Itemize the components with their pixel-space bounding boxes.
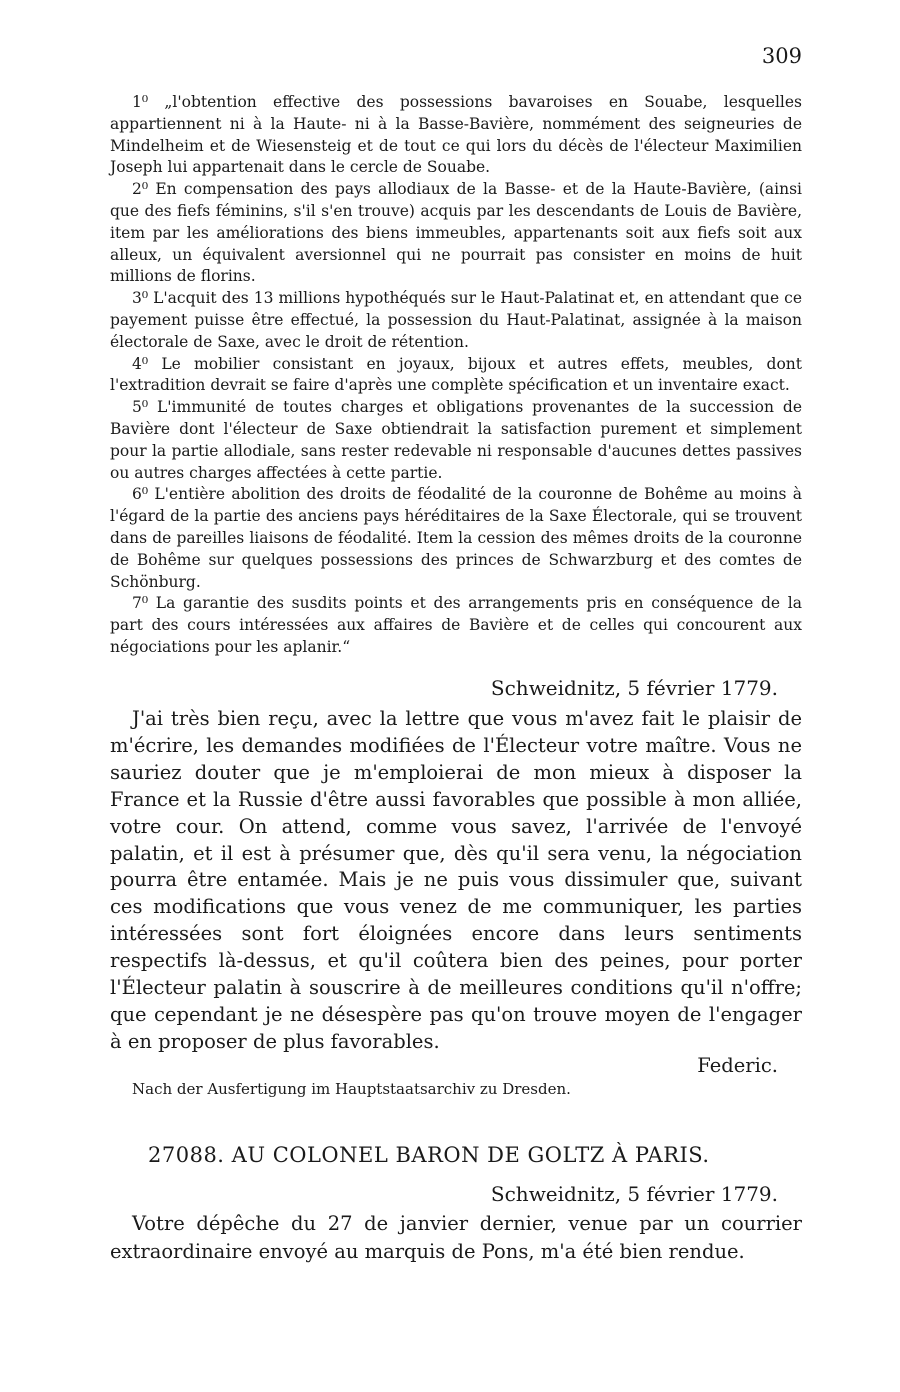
demand-point: 6⁰ L'entière abolition des droits de féodalité de la couronne de Bohême au moins à l'égard de la partie des anciens pays héréditaires de la Saxe Électorale, qui se trouvent dans de pareilles liaisons de féodalité. Item la cession des mêmes droits de la couronne de Bohême sur quelques possessions des princes de Schwarzburg et des comtes de Schönburg. — [110, 485, 802, 591]
page-number: 309 — [761, 44, 802, 68]
letter-dateline: Schweidnitz, 5 février 1779. — [490, 1182, 778, 1206]
demands-list — [110, 92, 802, 659]
source-note: Nach der Ausfertigung im Hauptstaatsarchiv zu Dresden. — [132, 1080, 571, 1098]
letter-body: Votre dépêche du 27 de janvier dernier, venue par un courrier extraordinaire envoyé au marquis de Pons, m'a été bien rendue. — [110, 1212, 802, 1263]
demand-point: 3⁰ L'acquit des 13 millions hypothéqués sur le Haut-Palatinat et, en attendant que ce payement puisse être effectué, la possession du Haut-Palatinat, assignée à la maison électorale de Saxe, avec le droit de rétention. — [110, 289, 802, 351]
demand-point: 5⁰ L'immunité de toutes charges et obligations provenantes de la succession de Bavière dont l'électeur de Saxe obtiendrait la satisfaction purement et simplement pour la partie allodiale, sans rester redevable ni responsable d'aucunes dettes passives ou autres charges affectées à cette partie. — [110, 398, 802, 482]
letter-dateline: Schweidnitz, 5 février 1779. — [490, 676, 778, 700]
demand-point: 1⁰ „l'obtention effective des possessions bavaroises en Souabe, lesquelles appartiennent ni à la Haute- ni à la Basse-Bavière, nommément des seigneuries de Mindelheim et de Wiesensteig et de tout ce qui lors du décès de l'électeur Maximilien Joseph lui appartenait dans le cercle de Souabe. — [110, 93, 802, 177]
letter-heading: 27088. AU COLONEL BARON DE GOLTZ À PARIS. — [148, 1143, 710, 1167]
signature: Federic. — [697, 1054, 778, 1077]
letter-body: J'ai très bien reçu, avec la lettre que vous m'avez fait le plaisir de m'écrire, les demandes modifiées de l'Électeur votre maître. Vous ne sauriez douter que je m'emploierai de mon mieux à disposer la France et la Russie d'être aussi favorables que possible à mon alliée, votre cour. On attend, comme vous savez, l'arrivée de l'envoyé palatin, et il est à présumer que, dès qu'il sera venu, la négociation pourra être entamée. Mais je ne puis vous dissimuler que, suivant ces modifications que vous venez de me communiquer, les parties intéressées sont fort éloignées encore dans leurs sentiments respectifs là-dessus, et qu'il coûtera bien des peines, pour porter l'Électeur palatin à souscrire à de meilleures conditions qu'il n'offre; que cependant je ne désespère pas qu'on trouve moyen de l'engager à en proposer de plus favorables. — [110, 707, 802, 1053]
demand-point: 4⁰ Le mobilier consistant en joyaux, bijoux et autres effets, meubles, dont l'extradition devrait se faire d'après une complète spécification et un inventaire exact. — [110, 354, 802, 395]
demand-point: 2⁰ En compensation des pays allodiaux de la Basse- et de la Haute-Bavière, (ainsi que des fiefs féminins, s'il s'en trouve) acquis par les descendants de Louis de Bavière, item par les améliorations des biens immeubles, appartenants soit aux fiefs soit aux alleux, un équivalent aversionnel qui ne pourrait pas consister en moins de huit millions de florins. — [110, 180, 802, 286]
demand-point: 7⁰ La garantie des susdits points et des arrangements pris en conséquence de la part des cours intéressées aux affaires de Bavière et de celles qui concourent aux négociations pour les aplanir.“ — [110, 594, 802, 656]
